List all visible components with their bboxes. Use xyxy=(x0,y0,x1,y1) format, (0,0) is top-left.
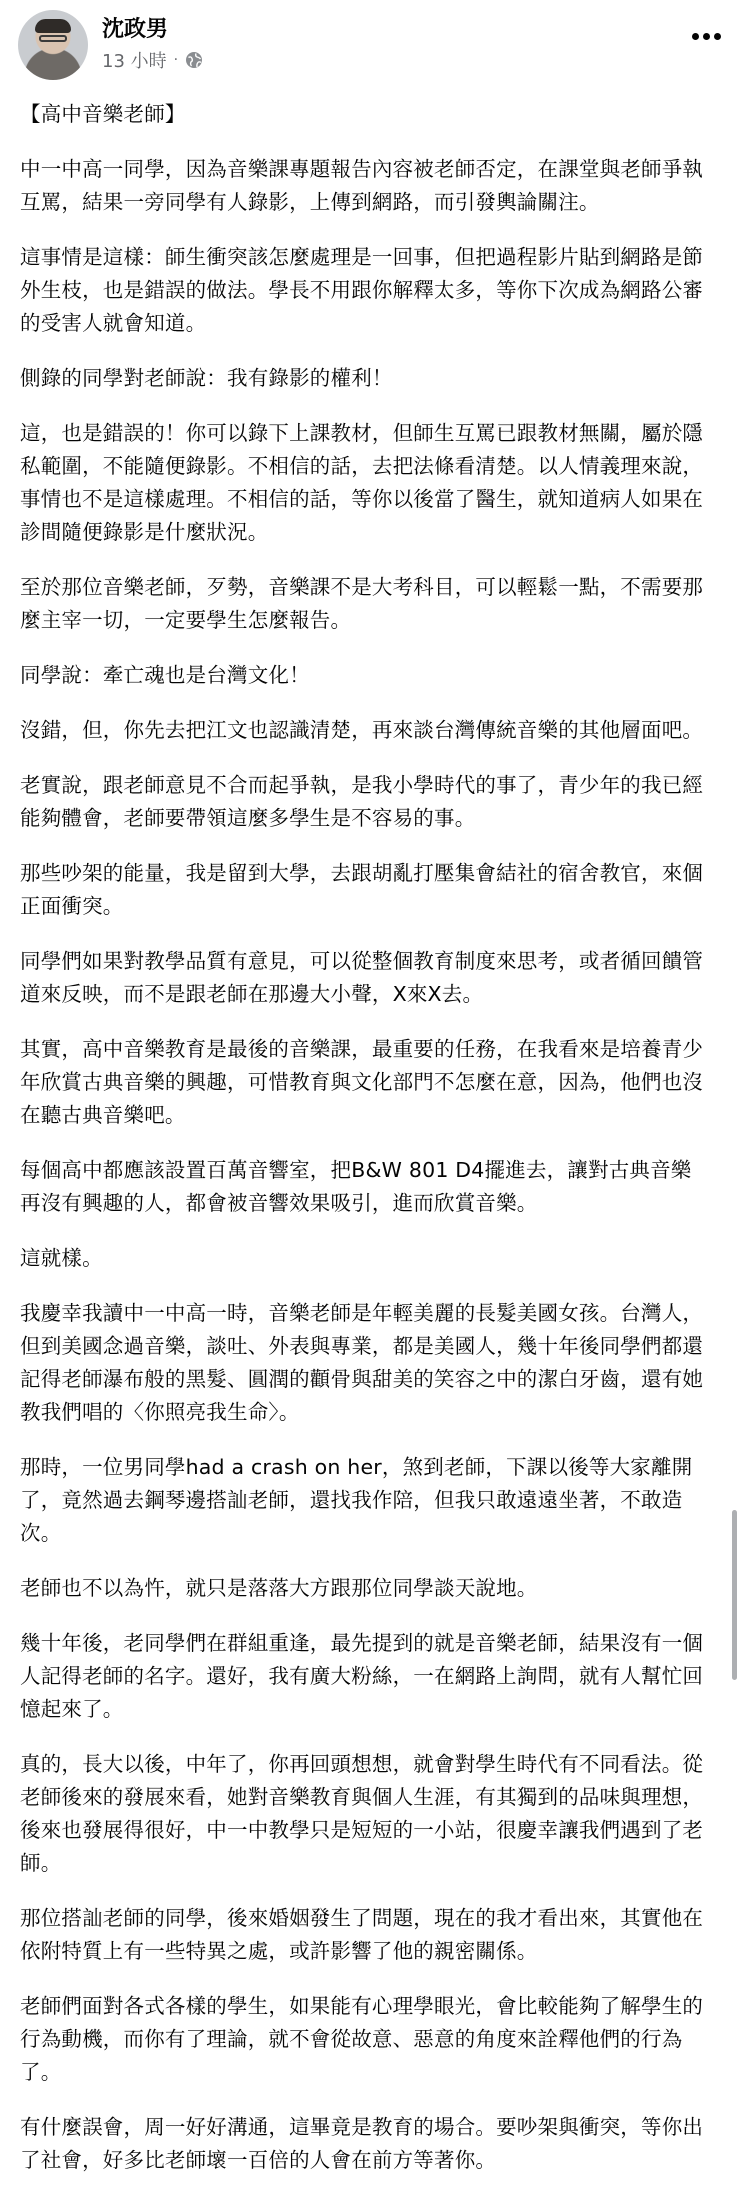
post-paragraph: 同學們如果對教學品質有意見，可以從整個教育制度來思考，或者循回饋管道來反映，而不是跟老師在那邊大小聲，X來X去。 xyxy=(20,949,704,1006)
globe-icon[interactable] xyxy=(185,51,203,69)
more-horizontal-icon xyxy=(703,33,710,40)
more-horizontal-icon xyxy=(692,33,699,40)
author-avatar[interactable] xyxy=(18,10,88,80)
more-options-button[interactable] xyxy=(686,18,726,54)
post-paragraph: 每個高中都應該設置百萬音響室，把B&W 801 D4擺進去，讓對古典音樂再沒有興趣的人，都會被音響效果吸引，進而欣賞音樂。 xyxy=(20,1158,692,1215)
post-paragraph: 這事情是這樣：師生衝突該怎麼處理是一回事，但把過程影片貼到網路是節外生枝，也是錯誤的做法。學長不用跟你解釋太多，等你下次成為網路公審的受害人就會知道。 xyxy=(20,245,704,335)
post-paragraph: 幾十年後，老同學們在群組重逢，最先提到的就是音樂老師，結果沒有一個人記得老師的名字。還好，我有廣大粉絲，一在網路上詢問，就有人幫忙回憶起來了。 xyxy=(20,1631,704,1721)
post-paragraph: 老實說，跟老師意見不合而起爭執，是我小學時代的事了，青少年的我已經能夠體會，老師要帶領這麼多學生是不容易的事。 xyxy=(20,773,704,830)
post-paragraph: 那時，一位男同學had a crash on her，煞到老師，下課以後等大家離開了，竟然過去鋼琴邊搭訕老師，還找我作陪，但我只敢遠遠坐著，不敢造次。 xyxy=(20,1455,693,1545)
post-paragraph: 那位搭訕老師的同學，後來婚姻發生了問題，現在的我才看出來，其實他在依附特質上有一些特異之處，或許影響了他的親密關係。 xyxy=(20,1906,704,1963)
post-paragraph: 這就樣。 xyxy=(20,1246,103,1270)
post-paragraph: 沒錯，但，你先去把江文也認識清楚，再來談台灣傳統音樂的其他層面吧。 xyxy=(20,718,704,742)
post-paragraph: 至於那位音樂老師，歹勢，音樂課不是大考科目，可以輕鬆一點，不需要那麼主宰一切，一定要學生怎麼報告。 xyxy=(20,575,704,632)
post-header xyxy=(0,0,742,92)
post-meta xyxy=(102,48,203,72)
post-paragraph: 這，也是錯誤的！你可以錄下上課教材，但師生互罵已跟教材無關，屬於隱私範圍，不能隨便錄影。不相信的話，去把法條看清楚。以人情義理來說，事情也不是這樣處理。不相信的話，等你以後當了醫生，就知道病人如果在診間隨便錄影是什麼狀況。 xyxy=(20,421,704,544)
post-paragraph: 其實，高中音樂教育是最後的音樂課，最重要的任務，在我看來是培養青少年欣賞古典音樂的興趣，可惜教育與文化部門不怎麼在意，因為，他們也沒在聽古典音樂吧。 xyxy=(20,1037,704,1127)
more-horizontal-icon xyxy=(714,33,721,40)
post-title: 【高中音樂老師】 xyxy=(20,102,186,126)
page-scrollbar[interactable] xyxy=(732,1510,737,1680)
post-paragraph: 側錄的同學對老師說：我有錄影的權利！ xyxy=(20,366,393,390)
post-paragraph: 真的，長大以後，中年了，你再回頭想想，就會對學生時代有不同看法。從老師後來的發展來看，她對音樂教育與個人生涯，有其獨到的品味與理想，後來也發展得很好，中一中教學只是短短的一小站，很慶幸讓我們遇到了老師。 xyxy=(20,1752,704,1875)
avatar-glasses xyxy=(39,35,67,42)
post-timestamp[interactable]: 13 小時 xyxy=(102,51,167,72)
post-paragraph: 同學說：牽亡魂也是台灣文化！ xyxy=(20,663,310,687)
post-paragraph: 老師也不以為忤，就只是落落大方跟那位同學談天說地。 xyxy=(20,1576,538,1600)
post-paragraph: 那些吵架的能量，我是留到大學，去跟胡亂打壓集會結社的宿舍教官，來個正面衝突。 xyxy=(20,861,704,918)
post-paragraph: 中一中高一同學，因為音樂課專題報告內容被老師否定，在課堂與老師爭執互罵，結果一旁同學有人錄影，上傳到網路，而引發輿論關注。 xyxy=(20,157,704,214)
post-paragraph: 我慶幸我讀中一中高一時，音樂老師是年輕美麗的長髮美國女孩。台灣人，但到美國念過音樂，談吐、外表與專業，都是美國人，幾十年後同學們都還記得老師瀑布般的黑髮、圓潤的顴骨與甜美的笑容之中的潔白牙齒，還有她教我們唱的〈你照亮我生命〉。 xyxy=(20,1301,704,1424)
post-body xyxy=(20,98,710,2199)
avatar-hair xyxy=(35,19,71,33)
author-name[interactable]: 沈政男 xyxy=(102,17,169,42)
meta-separator: · xyxy=(173,52,179,68)
post-paragraph: 老師們面對各式各樣的學生，如果能有心理學眼光，會比較能夠了解學生的行為動機，而你有了理論，就不會從故意、惡意的角度來詮釋他們的行為了。 xyxy=(20,1994,704,2084)
post-paragraph: 有什麼誤會，周一好好溝通，這畢竟是教育的場合。要吵架與衝突，等你出了社會，好多比老師壞一百倍的人會在前方等著你。 xyxy=(20,2115,704,2172)
